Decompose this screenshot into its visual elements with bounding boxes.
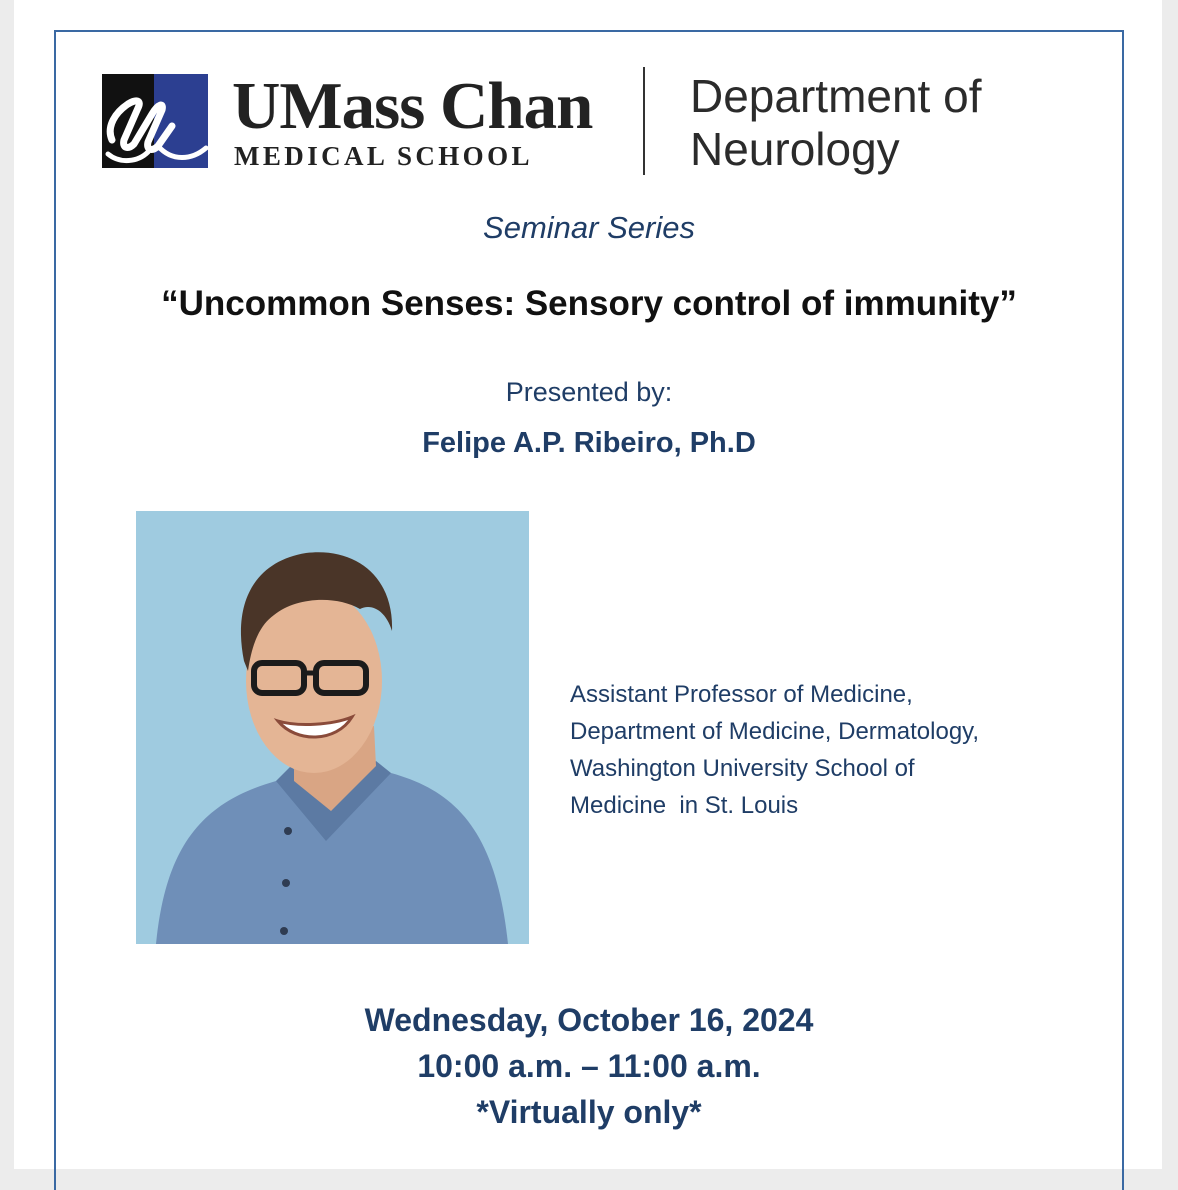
logo-wordmark: UMass Chan — [232, 69, 593, 143]
event-date: Wednesday, October 16, 2024 — [364, 1002, 814, 1038]
presenter-name: Felipe A.P. Ribeiro, Ph.D — [422, 427, 756, 459]
seminar-series-label: Seminar Series — [483, 210, 695, 245]
department-line: Neurology — [690, 123, 900, 175]
affiliation-line: Department of Medicine, Dermatology, — [570, 718, 980, 745]
logo-subtitle: MEDICAL SCHOOL — [234, 141, 533, 171]
speaker-photo — [136, 511, 529, 944]
event-schedule — [0, 997, 1178, 1135]
logo-divider — [643, 67, 645, 175]
event-time: 10:00 a.m. – 11:00 a.m. — [417, 1048, 761, 1084]
affiliation-line: Medicine in St. Louis — [570, 792, 799, 819]
talk-title: “Uncommon Senses: Sensory control of immunity” — [161, 284, 1017, 323]
affiliation-line: Assistant Professor of Medicine, — [570, 681, 913, 708]
speaker-affiliation — [570, 676, 1130, 824]
umass-logo-mark — [102, 74, 208, 168]
department-line: Department of — [690, 70, 982, 122]
affiliation-line: Washington University School of — [570, 755, 915, 782]
department-name — [690, 70, 981, 176]
event-format: *Virtually only* — [476, 1094, 702, 1130]
presented-by-label: Presented by: — [505, 377, 673, 407]
